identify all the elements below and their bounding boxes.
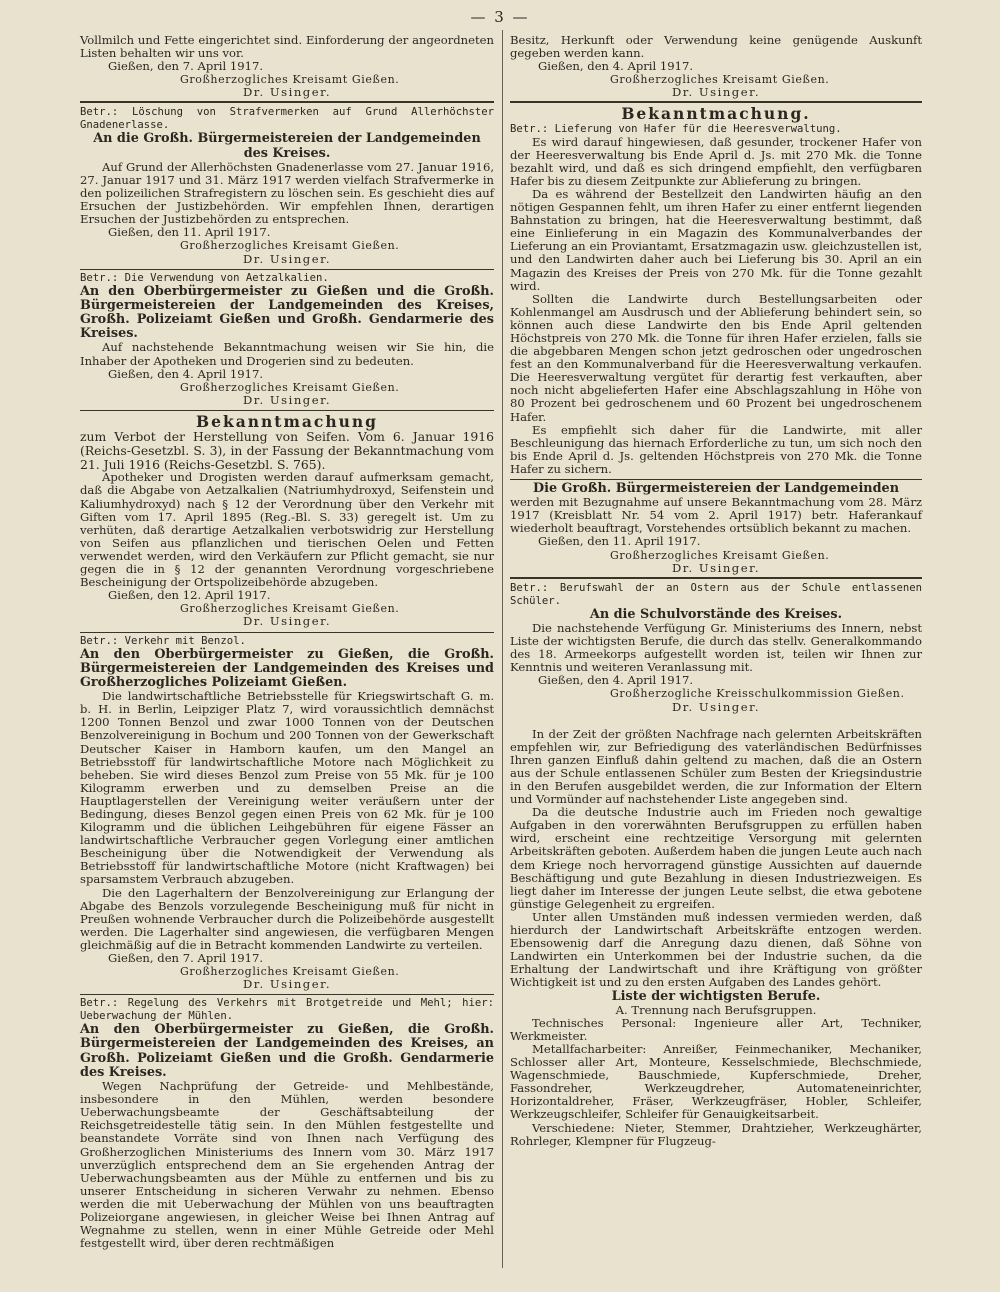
addressee: Die Großh. Bürgermeistereien der Landgemeinden xyxy=(533,481,899,496)
notice-body: Die landwirtschaftliche Betriebsstelle für Kriegswirtschaft G. m. b. H. in Berlin, Leipziger Platz 7, wird voraussichtlich demnächst 1200 Tonnen Benzol und zwar 1000 Tonnen von der Deutschen Benzolvereinigung in Bochum und 200 Tonnen von der Gewerkschaft Deutscher Kaiser in Hamborn kaufen, um den Mangel an Betriebsstoff für landwirtschaftliche Motore nach Möglichkeit zu beheben. Sie wird dieses Benzol zum Preise von 55 Mk. für je 100 Kilogramm erwerben und zu demselben Preise an die Hauptlagerstellen der Vereinigung weiter veräußern unter der Bedingung, dieses Benzol gegen einen Preis von 62 Mk. für je 100 Kilogramm und die üblichen Leihgebühren für eigene Fässer an landwirtschaftliche Verbraucher gegen Vorlegung einer amtlichen Bescheinigung über die Notwendigkeit der Verwendung als Betriebsstoff für landwirtschaftliche Motore (nicht Kraftwagen) bei sparsamstem Verbrauch abzugeben. xyxy=(80,689,494,887)
bekanntmachung-heading: Bekanntmachung xyxy=(196,411,378,431)
bekanntmachung-paragraph: Da es während der Bestellzeit den Landwirten häufig an den nötigen Gespannen fehlt, um ihren Hafer zu einer entfernt liegenden Bahnstation zu bringen, hat die Heeresverwaltung bestimmt, daß eine Einlieferung in ein Magazin des Kommunalverbandes der Lieferung an ein Proviantamt, Ersatzmagazin usw. gleichzustellen ist, und den Landwirten daher auch bei Lieferung bis 30. April an ein Magazin des Kreises der Preis von 270 Mk. für die Tonne gezahlt wird. xyxy=(510,186,922,293)
bekanntmachung-lead: zum Verbot der Herstellung von Seifen. Vom 6. Januar 1916 (Reichs-Gesetzbl. S. 3), in der Fassung der Bekanntmachung vom 21. Juli 1916 (Reichs-Gesetzbl. S. 765). xyxy=(80,429,494,472)
date-line: Gießen, den 12. April 1917. xyxy=(108,588,271,603)
section-rule xyxy=(510,101,922,103)
bekanntmachung-paragraph: Sollten die Landwirte durch Bestellungsarbeiten oder Kohlenmangel am Ausdrusch und der Ablieferung behindert sein, so können auch diese Landwirte den bis Ende April geltenden Höchstpreis von 270 Mk. die Tonne für ihren Hafer erzielen, falls sie die abgebbaren Mengen schon jetzt gedroschen oder ungedroschen fest an den Kommunalverband für die Heeresverwaltung verkaufen. Die Heeresverwaltung vergütet für derartig fest verkauften, aber noch nicht abgelieferten Hafer eine Abschlagszahlung in Höhe von 80 Prozent bei gedroschenem und 60 Prozent bei ungedroschenem Hafer. xyxy=(510,291,922,424)
list-subtitle: A. Trennung nach Berufsgruppen. xyxy=(615,1002,817,1017)
authority-line: Großherzogliches Kreisamt Gießen. xyxy=(180,965,400,979)
ministry-paragraph: Unter allen Umständen muß indessen vermieden werden, daß hierdurch der Landwirtschaft Arbeitskräfte entzogen werden. Ebensowenig darf die Anregung dazu dienen, daß Söhne von Landwirten ein Unterkommen bei der Industrie suchen, da die Erhaltung der Landwirtschaft und ihre Kräftigung von größter Wichtigkeit ist und zu den ersten Aufgaben des Landes gehört. xyxy=(510,909,922,990)
signature: Dr. Usinger. xyxy=(242,251,332,266)
betreff-line: Betr.: Lieferung von Hafer für die Heeresverwaltung. xyxy=(510,122,842,135)
bekanntmachung-paragraph: Es wird darauf hingewiesen, daß gesunder, trockener Hafer von der Heeresverwaltung bis Ende April d. Js. mit 270 Mk. die Tonne bezahlt wird, und daß es sich dringend empfiehlt, den verfügbaren Hafer bis zu diesem Zeitpunkte zur Ablieferung zu bringen. xyxy=(510,134,922,188)
signature: Dr. Usinger. xyxy=(671,85,761,100)
authority-line: Großherzogliches Kreisamt Gießen. xyxy=(610,548,830,562)
betreff-line: Betr.: Die Verwendung von Aetzalkalien. xyxy=(80,271,329,284)
authority-line: Großherzogliches Kreisamt Gießen. xyxy=(180,239,400,253)
date-line: Gießen, den 7. April 1917. xyxy=(108,59,264,74)
notice-body: Wegen Nachprüfung der Getreide- und Mehlbestände, insbesondere in den Mühlen, werden besondere Ueberwachungsbeamte der Geschäftsabteilung der Reichsgetreidestelle tätig sein. In den Mühlen festgestellte und beanstandete Vorräte sind von Ihnen nach Verfügung des Großherzoglichen Ministeriums des Innern vom 30. März 1917 unverzüglich entsprechend dem an Sie ergehenden Antrag der Ueberwachungsbeamten aus der Mühle zu entfernen und bis zu unserer Entscheidung in sicheren Verwahr zu nehmen. Ebenso werden die mit Ueberwachung der Mühlen von uns beauftragten Polizeiorgane angewiesen, in gleicher Weise bei Ihnen Antrag auf Wegnahme zu stellen, wenn in einer Mühle Getreide oder Mehl festgestellt wird, über deren rechtmäßigen xyxy=(80,1079,494,1251)
list-item: Verschiedene: Nieter, Stemmer, Drahtzieher, Werkzeughärter, Rohrleger, Klempner für Flugzeug- xyxy=(510,1120,922,1148)
betreff-line: Betr.: Berufswahl der an Ostern aus der Schule entlassenen Schüler. xyxy=(510,581,922,607)
section-rule xyxy=(80,101,494,103)
betreff-line: Betr.: Regelung des Verkehrs mit Brotgetreide und Mehl; hier: Ueberwachung der Mühlen. xyxy=(80,997,494,1023)
column-divider xyxy=(502,30,503,1268)
ministry-paragraph: Da die deutsche Industrie auch im Frieden noch gewaltige Aufgaben in den vorerwähnten Berufsgruppen zu erfüllen haben wird, erscheint eine rechtzeitige Versorgung mit gelernten Arbeitskräften geboten. Außerdem haben die jungen Leute auch nach dem Kriege noch hervorragend günstige Aussichten auf dauernde Beschäftigung und gute Bezahlung in diesen Industriezweigen. Es liegt daher im Interesse der jungen Leute selbst, die etwa gebotene günstige Gelegenheit zu ergreifen. xyxy=(510,805,922,911)
addressee: An den Oberbürgermeister zu Gießen, die Großh. Bürgermeistereien der Landgemeinden des Kreises und Großherzogliches Polizeiamt Gießen. xyxy=(80,646,494,690)
signature: Dr. Usinger. xyxy=(242,614,332,629)
notice-body: werden mit Bezugnahme auf unsere Bekanntmachung vom 28. März 1917 (Kreisblatt Nr. 54 vom 2. April 1917) betr. Haferankauf wiederholt beauftragt, Vorstehendes ortsüblich bekannt zu machen. xyxy=(510,495,922,536)
continued-text: Vollmilch und Fette eingerichtet sind. Einforderung der angeordneten Listen behalten wir uns vor. xyxy=(80,33,494,61)
addressee: An die Großh. Bürgermeistereien der Landgemeinden des Kreises. xyxy=(93,131,481,161)
section-rule xyxy=(80,410,494,411)
list-item: Metallfacharbeiter: Anreißer, Feinmechaniker, Mechaniker, Schlosser aller Art, Monteure, Kesselschmiede, Blechschmiede, Wagenschmiede, Bauschmiede, Kupferschmiede, Dreher, Fassondreher, Werkzeugdreher, Automateneinrichter, Horizontaldreher, Fräser, Werkzeugfräser, Hobler, Schleifer, Werkzeugschleifer, Schleifer für Genauigkeitsarbeit. xyxy=(510,1041,922,1122)
signature: Dr. Usinger. xyxy=(671,560,761,575)
spacer xyxy=(510,714,922,728)
right-column xyxy=(510,34,922,1272)
signature: Dr. Usinger. xyxy=(242,392,332,407)
betreff-line: Betr.: Löschung von Strafvermerken auf Grund Allerhöchster Gnadenerlasse. xyxy=(80,106,494,132)
date-line: Gießen, den 11. April 1917. xyxy=(108,225,271,240)
ministry-paragraph: In der Zeit der größten Nachfrage nach gelernten Arbeitskräften empfehlen wir, zur Befriedigung des vaterländischen Bedürfnisses Ihren ganzen Einfluß dahin geltend zu machen, daß die an Ostern aus der Schule entlassenen Schüler zum Besten der Kriegsindustrie in den Berufen ausgebildet werden, die zur Information der Eltern und Vormünder auf nachstehender Liste angegeben sind. xyxy=(510,726,922,807)
date-line: Gießen, den 4. April 1917. xyxy=(538,59,694,74)
list-item: Technisches Personal: Ingenieure aller Art, Techniker, Werkmeister. xyxy=(510,1015,922,1043)
section-rule xyxy=(510,577,922,579)
bekanntmachung-paragraph: Es empfiehlt sich daher für die Landwirte, mit aller Beschleunigung das hiernach Erforderliche zu tun, um sich noch den bis Ende April d. Js. geltenden Höchstpreis von 270 Mk. die Tonne Hafer zu sichern. xyxy=(510,422,922,476)
left-column xyxy=(80,34,494,1272)
betreff-line: Betr.: Verkehr mit Benzol. xyxy=(80,634,246,647)
authority-line: Großherzogliche Kreisschulkommission Gießen. xyxy=(610,687,905,701)
date-line: Gießen, den 11. April 1917. xyxy=(538,534,701,549)
notice-body: Die den Lagerhaltern der Benzolvereinigung zur Erlangung der Abgabe des Benzols vorzulegende Bescheinigung muß für nicht in Preußen wohnende Verbraucher durch die Polizeibehörde ausgestellt werden. Die Lagerhalter sind angewiesen, die verfügbaren Mengen gleichmäßig auf die in Betracht kommenden Landwirte zu verteilen. xyxy=(80,885,494,952)
authority-line: Großherzogliches Kreisamt Gießen. xyxy=(180,73,400,87)
continued-text: Besitz, Herkunft oder Verwendung keine genügende Auskunft gegeben werden kann. xyxy=(510,33,922,61)
addressee: An die Schulvorstände des Kreises. xyxy=(589,606,843,622)
addressee: An den Oberbürgermeister zu Gießen und die Großh. Bürgermeistereien der Landgemeinden des Kreises, Großh. Polizeiamt Gießen und Großh. Gendarmerie des Kreises. xyxy=(80,283,494,342)
section-rule xyxy=(80,269,494,270)
signature: Dr. Usinger. xyxy=(671,699,761,714)
section-rule xyxy=(80,994,494,995)
section-rule xyxy=(510,479,922,480)
bekanntmachung-heading: Bekanntmachung. xyxy=(621,104,811,124)
notice-body: Auf Grund der Allerhöchsten Gnadenerlasse vom 27. Januar 1916, 27. Januar 1917 und 31. März 1917 werden vielfach Strafvermerke in den polizeilichen Strafregistern zu löschen sein. Es geschieht dies auf Ersuchen der Justizbehörden. Wir empfehlen Ihnen, derartigen Ersuchen der Justizbehörden zu entsprechen. xyxy=(80,159,494,227)
authority-line: Großherzogliches Kreisamt Gießen. xyxy=(180,602,400,616)
notice-body: Auf nachstehende Bekanntmachung weisen wir Sie hin, die Inhaber der Apotheken und Drogerien sind zu bedeuten. xyxy=(80,340,494,368)
list-title: Liste der wichtigsten Berufe. xyxy=(611,988,821,1004)
authority-line: Großherzogliches Kreisamt Gießen. xyxy=(610,73,830,87)
signature: Dr. Usinger. xyxy=(242,85,332,100)
addressee: An den Oberbürgermeister zu Gießen, die Großh. Bürgermeistereien der Landgemeinden des Kreises, an Großh. Polizeiamt Gießen und die Großh. Gendarmerie des Kreises. xyxy=(80,1022,494,1080)
date-line: Gießen, den 4. April 1917. xyxy=(538,673,694,688)
authority-line: Großherzogliches Kreisamt Gießen. xyxy=(180,380,400,394)
page-number: — 3 — xyxy=(470,8,530,26)
signature: Dr. Usinger. xyxy=(242,977,332,992)
date-line: Gießen, den 4. April 1917. xyxy=(108,366,264,381)
section-rule xyxy=(80,632,494,633)
date-line: Gießen, den 7. April 1917. xyxy=(108,951,264,965)
notice-body: Die nachstehende Verfügung Gr. Ministeriums des Innern, nebst Liste der wichtigsten Berufe, die durch das stellv. Generalkommando des 18. Armeekorps aufgestellt worden ist, teilen wir Ihnen zur Kenntnis und weiteren Veranlassung mit. xyxy=(510,620,922,675)
bekanntmachung-body: Apotheker und Drogisten werden darauf aufmerksam gemacht, daß die Abgabe von Aetzalkalien (Natriumhydroxyd, Seifenstein und Kaliumhydroxyd) nach § 12 der Verordnung über den Verkehr mit Giften vom 17. April 1895 (Reg.-Bl. S. 33) geregelt ist. Um zu verhüten, daß derartige Aetzalkalien verbotswidrig zur Herstellung von Seifen aus pflanzlichen und tierischen Oelen und Fetten verwendet werden, wird den Verkäufern zur Pflicht gemacht, sie nur gegen die in § 12 der genannten Verordnung vorgeschriebene Bescheinigung der Ortspolizeibehörde abzugeben. xyxy=(80,470,494,590)
